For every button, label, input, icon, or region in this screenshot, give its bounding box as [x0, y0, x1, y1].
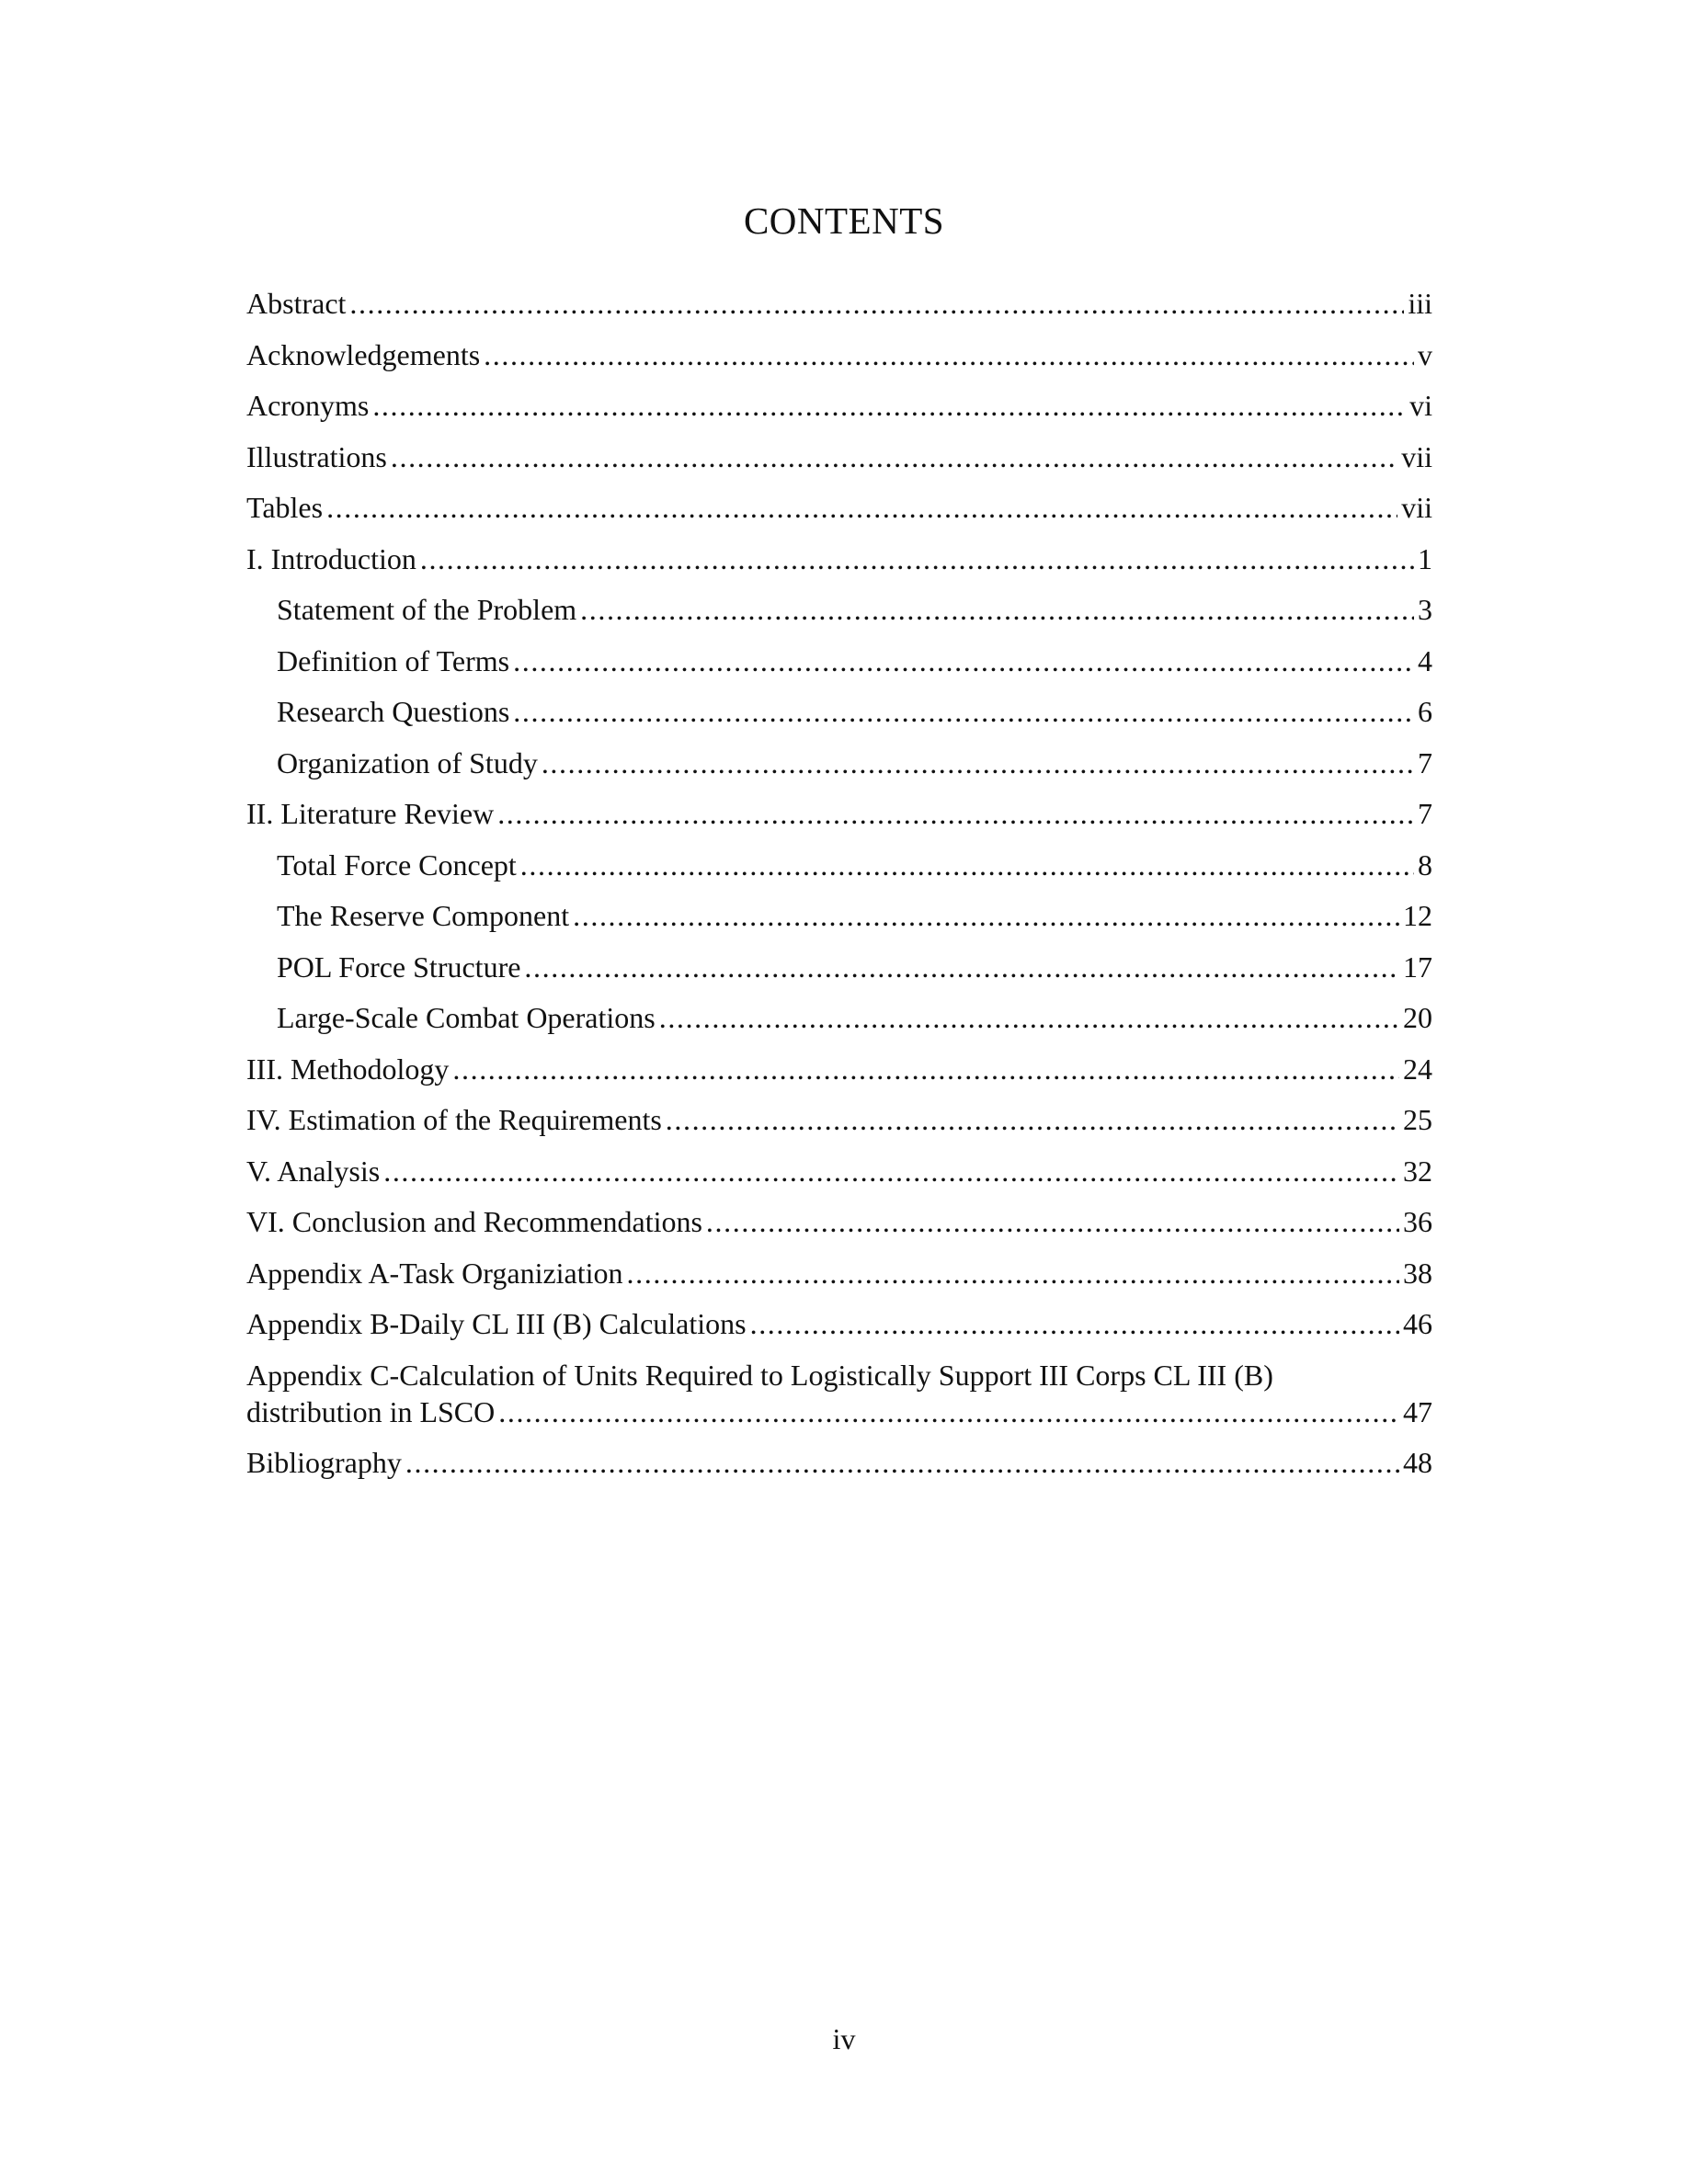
- toc-entry[interactable]: [246, 387, 1432, 424]
- toc-entry-title: II. Literature Review: [246, 797, 495, 830]
- toc-entry-title: Acronyms: [246, 389, 370, 422]
- toc-entry-title: Research Questions: [277, 695, 510, 728]
- dot-leader: [542, 745, 1414, 781]
- toc-entry-title: Acknowledgements: [246, 337, 481, 371]
- toc-entry[interactable]: [246, 847, 1432, 883]
- dot-leader: [372, 387, 1406, 424]
- toc-entry[interactable]: [246, 999, 1432, 1036]
- toc-entry[interactable]: [246, 1153, 1432, 1189]
- dot-leader: [750, 1305, 1399, 1342]
- toc-entry-title: Illustrations: [246, 439, 387, 473]
- toc-entry-page: 32: [1403, 1154, 1432, 1188]
- table-of-contents: [246, 285, 1432, 1496]
- toc-entry-page: 6: [1418, 695, 1432, 728]
- dot-leader: [383, 1153, 1399, 1189]
- toc-entry[interactable]: [246, 897, 1432, 934]
- toc-entry-title: Definition of Terms: [277, 643, 510, 677]
- dot-leader: [452, 1051, 1399, 1087]
- toc-entry-page: 25: [1403, 1103, 1432, 1136]
- toc-entry-page: vii: [1401, 439, 1432, 473]
- toc-entry-title: Appendix B-Daily CL III (B) Calculations: [246, 1307, 747, 1340]
- toc-entry-page: v: [1418, 337, 1432, 371]
- toc-entry-title: distribution in LSCO: [246, 1394, 496, 1428]
- toc-entry[interactable]: [246, 1357, 1432, 1430]
- toc-entry-page: vi: [1409, 389, 1432, 422]
- page-title: CONTENTS: [743, 199, 945, 242]
- toc-entry-page: iii: [1408, 287, 1432, 320]
- dot-leader: [524, 949, 1399, 985]
- dot-leader: [391, 438, 1397, 475]
- toc-entry-title: Abstract: [246, 287, 347, 320]
- toc-entry[interactable]: [246, 540, 1432, 577]
- dot-leader: [659, 999, 1399, 1036]
- toc-entry-page: 48: [1403, 1446, 1432, 1479]
- toc-entry[interactable]: [246, 489, 1432, 526]
- toc-entry-title: I. Introduction: [246, 541, 416, 575]
- toc-entry-title-line: Appendix C-Calculation of Units Required to Logistically Support III Corps CL III (B): [246, 1358, 1273, 1392]
- toc-entry[interactable]: [246, 336, 1432, 373]
- toc-entry[interactable]: [246, 795, 1432, 832]
- toc-entry-title: Total Force Concept: [277, 847, 517, 882]
- toc-entry-page: 46: [1403, 1307, 1432, 1340]
- toc-entry-page: 24: [1403, 1052, 1432, 1086]
- dot-leader: [580, 591, 1414, 628]
- toc-entry-page: vii: [1401, 491, 1432, 524]
- toc-entry-title: VI. Conclusion and Recommendations: [246, 1205, 702, 1238]
- dot-leader: [706, 1203, 1399, 1240]
- toc-entry[interactable]: [246, 591, 1432, 628]
- toc-entry[interactable]: [246, 693, 1432, 730]
- toc-entry-page: 20: [1403, 1001, 1432, 1034]
- toc-entry[interactable]: [246, 1255, 1432, 1291]
- dot-leader: [326, 489, 1397, 526]
- toc-entry-page: 1: [1418, 541, 1432, 575]
- toc-entry-title: III. Methodology: [246, 1052, 450, 1086]
- dot-leader: [420, 540, 1414, 577]
- toc-entry-title: Bibliography: [246, 1446, 402, 1479]
- toc-entry[interactable]: [246, 1051, 1432, 1087]
- toc-entry-page: 8: [1418, 847, 1432, 882]
- toc-entry-title: IV. Estimation of the Requirements: [246, 1103, 662, 1136]
- toc-entry-title: Statement of the Problem: [277, 593, 577, 626]
- toc-entry[interactable]: [246, 1444, 1432, 1481]
- toc-entry[interactable]: [246, 643, 1432, 679]
- toc-entry-title: Tables: [246, 491, 324, 524]
- toc-entry[interactable]: [246, 745, 1432, 781]
- toc-entry-page: 4: [1418, 643, 1432, 677]
- toc-entry-title: The Reserve Component: [277, 899, 570, 932]
- dot-leader: [349, 285, 1404, 322]
- toc-entry-page: 36: [1403, 1205, 1432, 1238]
- toc-entry[interactable]: [246, 1101, 1432, 1138]
- toc-entry[interactable]: [246, 438, 1432, 475]
- toc-entry[interactable]: [246, 1203, 1432, 1240]
- toc-entry[interactable]: [246, 949, 1432, 985]
- dot-leader: [627, 1255, 1399, 1291]
- toc-entry-title: POL Force Structure: [277, 950, 521, 984]
- toc-entry-page: 47: [1403, 1394, 1432, 1428]
- toc-entry[interactable]: [246, 1305, 1432, 1342]
- toc-entry-page: 3: [1418, 593, 1432, 626]
- dot-leader: [573, 897, 1399, 934]
- dot-leader: [484, 336, 1414, 373]
- dot-leader: [498, 1393, 1399, 1430]
- toc-entry-page: 17: [1403, 950, 1432, 984]
- toc-entry[interactable]: [246, 285, 1432, 322]
- dot-leader: [405, 1444, 1399, 1481]
- toc-entry-title: Appendix A-Task Organiziation: [246, 1256, 623, 1290]
- dot-leader: [497, 795, 1414, 832]
- dot-leader: [520, 847, 1414, 883]
- toc-entry-title: Large-Scale Combat Operations: [277, 1001, 656, 1034]
- toc-entry-page: 12: [1403, 899, 1432, 932]
- dot-leader: [513, 643, 1414, 679]
- dot-leader: [666, 1101, 1399, 1138]
- toc-entry-title: Organization of Study: [277, 745, 538, 779]
- toc-entry-page: 38: [1403, 1256, 1432, 1290]
- toc-entry-page: 7: [1418, 745, 1432, 779]
- toc-entry-title: V. Analysis: [246, 1154, 381, 1188]
- dot-leader: [513, 693, 1414, 730]
- page-number: iv: [832, 2022, 856, 2055]
- toc-entry-page: 7: [1418, 797, 1432, 830]
